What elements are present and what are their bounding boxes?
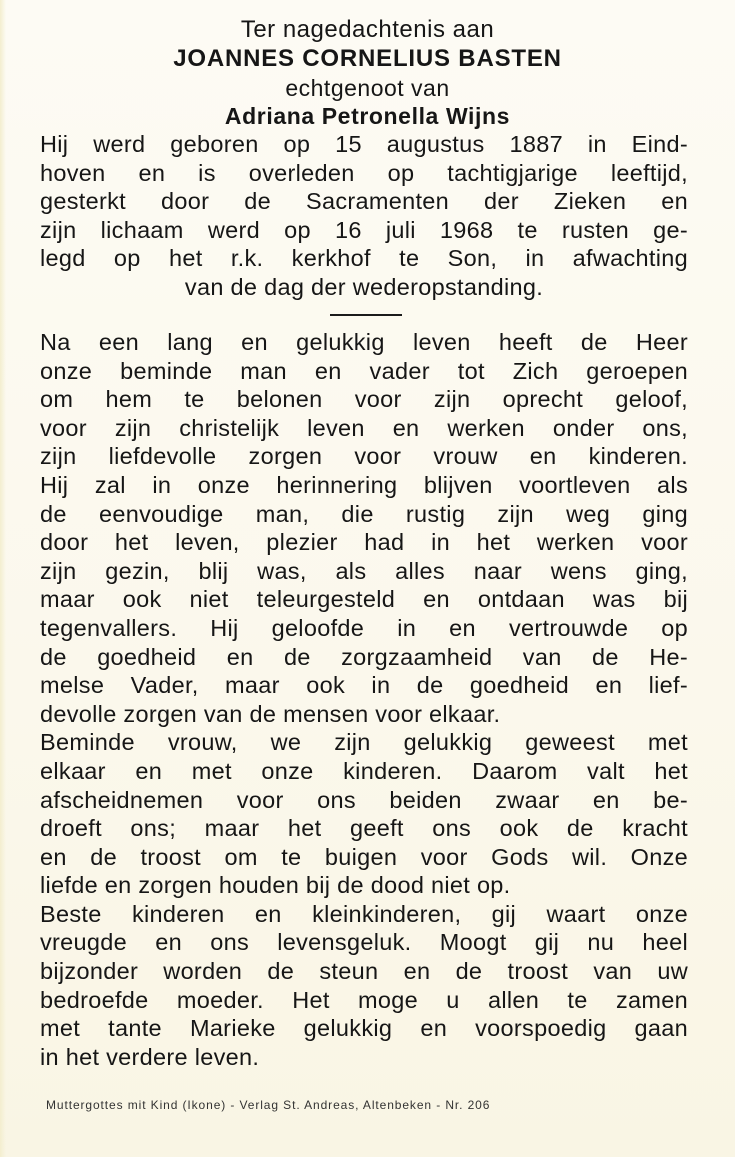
memorial-text-line: de goedheid en de zorgzaamheid van de He-: [40, 643, 688, 670]
memorial-text-line: liefde en zorgen houden bij de dood niet op.: [40, 872, 511, 899]
memorial-text-line: onze beminde man en vader tot Zich geroepen: [40, 357, 688, 384]
biography-line: van de dag der wederopstanding.: [184, 273, 544, 300]
deceased-name: JOANNES CORNELIUS BASTEN: [173, 45, 562, 72]
memorial-text-line: in het verdere leven.: [40, 1043, 260, 1070]
memorial-text-line: Na een lang en gelukkig leven heeft de Heer: [40, 329, 688, 355]
relation-line: echtgenoot van: [285, 75, 450, 101]
memorial-text-line: met tante Marieke gelukkig en voorspoedig gaan: [40, 1015, 688, 1042]
biography-line: Hij werd geboren op 15 augustus 1887 in Eind-: [40, 131, 688, 157]
memorial-text-line: zijn liefdevolle zorgen voor vrouw en kinderen.: [40, 443, 688, 470]
memorial-text-line: voor zijn christelijk leven en werken onder ons,: [40, 414, 688, 441]
memorial-text-line: bijzonder worden de steun en de troost van uw: [40, 958, 688, 985]
memorial-text-line: elkaar en met onze kinderen. Daarom valt het: [40, 757, 688, 784]
memorial-text-line: devolle zorgen van de mensen voor elkaar.: [40, 700, 501, 727]
biography-line: hoven en is overleden op tachtigjarige leeftijd,: [40, 159, 688, 186]
memorial-text-line: zijn gezin, blij was, als alles naar wens ging,: [40, 557, 688, 584]
divider: [330, 314, 402, 316]
biography-line: zijn lichaam werd op 16 juli 1968 te rusten ge-: [40, 216, 688, 243]
memorial-text-line: melse Vader, maar ook in de goedheid en lief-: [40, 672, 688, 699]
memorial-text-line: Hij zal in onze herinnering blijven voortleven als: [40, 471, 688, 498]
biography-line: gesterkt door de Sacramenten der Zieken en: [40, 188, 688, 215]
memorial-text-line: droeft ons; maar het geeft ons ook de kracht: [40, 815, 688, 842]
biography-line: legd op het r.k. kerkhof te Son, in afwachting: [40, 245, 688, 272]
card-edge: [0, 0, 6, 1157]
memorial-text-line: Beste kinderen en kleinkinderen, gij waart onze: [40, 900, 688, 927]
memorial-text-line: om hem te belonen voor zijn oprecht geloof,: [40, 386, 688, 413]
memorial-intro-line: Ter nagedachtenis aan: [240, 16, 495, 43]
memorial-text-line: maar ook niet teleurgesteld en ontdaan was bij: [40, 586, 688, 613]
spouse-name: Adriana Petronella Wijns: [224, 103, 511, 129]
memorial-text-line: afscheidnemen voor ons beiden zwaar en be-: [40, 786, 688, 813]
biography-paragraph: [40, 130, 688, 302]
memorial-text-line: en de troost om te buigen voor Gods wil. Onze: [40, 843, 688, 870]
memorial-text: [40, 328, 688, 1071]
memorial-text-line: Beminde vrouw, we zijn gelukkig geweest met: [40, 729, 688, 756]
memorial-text-line: bedroefde moeder. Het moge u allen te zamen: [40, 986, 688, 1013]
memorial-text-line: tegenvallers. Hij geloofde in en vertrouwde op: [40, 614, 688, 641]
memorial-text-line: vreugde en ons levensgeluk. Moogt gij nu heel: [40, 929, 688, 956]
memorial-text-line: de eenvoudige man, die rustig zijn weg ging: [40, 500, 688, 527]
memorial-text-line: door het leven, plezier had in het werken voor: [40, 529, 688, 556]
publisher-footer: Muttergottes mit Kind (Ikone) - Verlag St. Andreas, Altenbeken - Nr. 206: [46, 1098, 491, 1112]
